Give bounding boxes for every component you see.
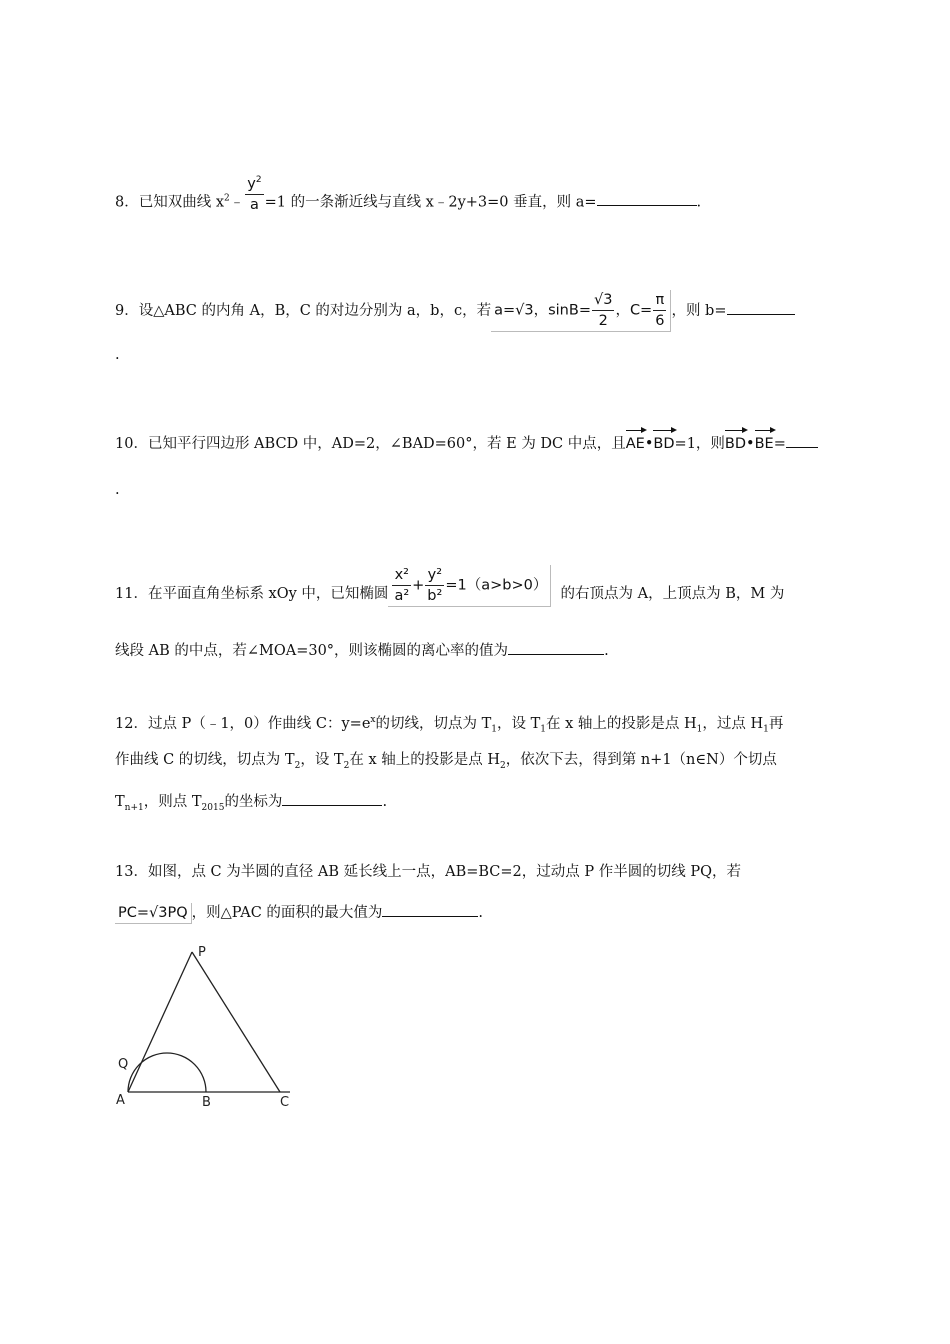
answer-blank-8[interactable] — [597, 191, 697, 206]
label-C: C — [280, 1095, 290, 1110]
question-13-line2: PC=√3PQ ，则△PAC 的面积的最大值为 . — [115, 902, 483, 924]
segment-PA — [128, 952, 192, 1092]
answer-blank-12[interactable] — [282, 791, 382, 806]
question-10: 10．已知平行四边形 ABCD 中，AD=2，∠BAD=60°，若 E 为 DC 中点，且AE•BD=1，则BD•BE= — [115, 428, 818, 454]
fraction-y2-over-a: $\frac{y^2}{a}$ — [245, 170, 263, 215]
vector-BD: BD — [653, 428, 674, 454]
ellipse-equation: $\frac{\text{x²}}{\text{a²}}$ + $\frac{\text{y²}}{\text{b²}}$ =1（a>b>0） — [388, 565, 551, 607]
question-12-line1: 12．过点 P（﹣1，0）作曲线 C：$y=e^x$的切线，切点为 $T_1$，设 $T_1$在 x 轴上的投影是点 $H_1$，过点 $H_1$再 — [115, 715, 784, 735]
segment-PC — [192, 952, 280, 1092]
question-10-end: . — [115, 482, 120, 498]
label-Q: Q — [118, 1057, 129, 1072]
vector-AE: AE — [626, 428, 645, 454]
label-P: P — [198, 945, 206, 960]
condition-PC-PQ: PC=√3PQ — [115, 903, 192, 924]
answer-blank-9[interactable] — [727, 300, 795, 315]
semicircle-triangle-figure — [110, 940, 310, 1110]
vector-BD-2: BD — [725, 428, 746, 454]
formula-conditions-9: a=√3，sinB= $\frac{√3}{2}$ ，C= $\frac{\pi}{6}$ — [491, 290, 671, 332]
question-11-line2: 线段 AB 的中点，若∠MOA=30°，则该椭圆的离心率的值为 . — [115, 640, 609, 661]
label-B: B — [202, 1095, 211, 1110]
label-A: A — [116, 1093, 125, 1108]
semicircle — [128, 1053, 206, 1092]
question-12-line2: 作曲线 C 的切线，切点为 $T_2$，设 $T_2$在 x 轴上的投影是点 $H_2$，依次下去，得到第 n+1（n∈N）个切点 — [115, 752, 777, 771]
question-13-line1: 13．如图，点 C 为半圆的直径 AB 延长线上一点，AB=BC=2，过动点 P 作半圆的切线 PQ，若 — [115, 864, 742, 880]
answer-blank-11[interactable] — [508, 640, 604, 655]
question-11: 11．在平面直角坐标系 xOy 中，已知椭圆 $\frac{\text{x²}}{\text{a²}}$ + $\frac{\text{y²}}{\text{b²}}$ =1（a>b>0） 的右顶点为 A，上顶点为 B，M 为 — [115, 573, 784, 615]
answer-blank-10[interactable] — [786, 433, 818, 448]
question-8: 8．已知双曲线 $x^2﹣$ $\frac{y^2}{a}$ =1 的一条渐近线与直线 x﹣2y+3=0 垂直，则 a= . — [115, 180, 701, 225]
vector-BE: BE — [755, 428, 774, 454]
question-9: 9．设△ABC 的内角 A，B，C 的对边分别为 a，b，c，若 a=√3，sinB= $\frac{√3}{2}$ ，C= $\frac{\pi}{6}$ ，则 b= — [115, 290, 795, 332]
answer-blank-13[interactable] — [382, 902, 478, 917]
question-12-line3: $T_{n+1}$，则点 $T_{2015}$的坐标为 . — [115, 791, 387, 818]
question-9-end: . — [115, 347, 120, 363]
